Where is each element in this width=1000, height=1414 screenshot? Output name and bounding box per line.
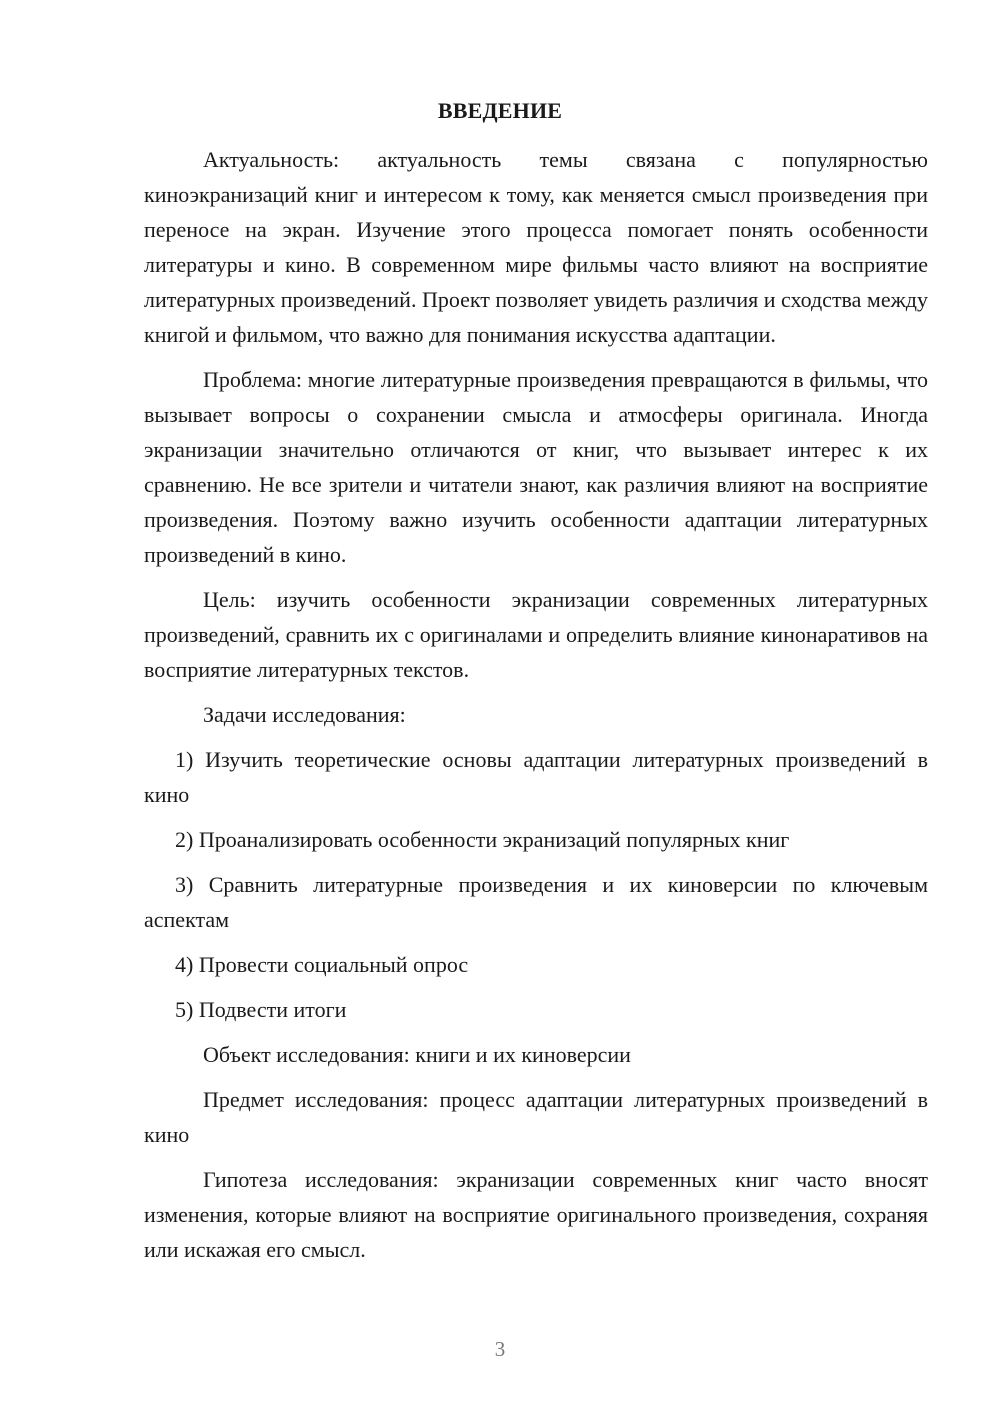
list-item-task-5: 5) Подвести итоги xyxy=(175,997,347,1022)
paragraph-goal: Цель: изучить особенности экранизации современных литературных произведений, сравнить их с оригиналами и определить влияние кинонаративов на восприятие литературных текстов. xyxy=(144,587,928,682)
paragraph-tasks-heading: Задачи исследования: xyxy=(203,702,406,727)
paragraph-object: Объект исследования: книги и их киноверсии xyxy=(203,1042,631,1067)
list-item-task-3: 3) Сравнить литературные произведения и их киноверсии по ключевым аспектам xyxy=(144,872,928,932)
paragraph-hypothesis: Гипотеза исследования: экранизации современных книг часто вносят изменения, которые влияют на восприятие оригинального произведения, сохраняя или искажая его смысл. xyxy=(144,1167,928,1262)
list-item-task-2: 2) Проанализировать особенности экранизаций популярных книг xyxy=(175,827,790,852)
paragraph-subject: Предмет исследования: процесс адаптации литературных произведений в кино xyxy=(144,1087,928,1147)
page-number: 3 xyxy=(494,1337,506,1361)
list-item-task-1: 1) Изучить теоретические основы адаптации литературных произведений в кино xyxy=(144,747,928,807)
paragraph-problem: Проблема: многие литературные произведения превращаются в фильмы, что вызывает вопросы о сохранении смысла и атмосферы оригинала. Иногда экранизации значительно отличаются от книг, что вызывает интерес к их сравнению. Не все зрители и читатели знают, как различия влияют на восприятие произведения. Поэтому важно изучить особенности адаптации литературных произведений в кино. xyxy=(144,367,928,567)
body-text xyxy=(144,142,928,1267)
paragraph-relevance: Актуальность: актуальность темы связана с популярностью киноэкранизаций книг и интересом к тому, как меняется смысл произведения при переносе на экран. Изучение этого процесса помогает понять особенности литературы и кино. В современном мире фильмы часто влияют на восприятие литературных произведений. Проект позволяет увидеть различия и сходства между книгой и фильмом, что важно для понимания искусства адаптации. xyxy=(144,147,928,347)
section-heading: ВВЕДЕНИЕ xyxy=(437,98,563,123)
list-item-task-4: 4) Провести социальный опрос xyxy=(175,952,469,977)
